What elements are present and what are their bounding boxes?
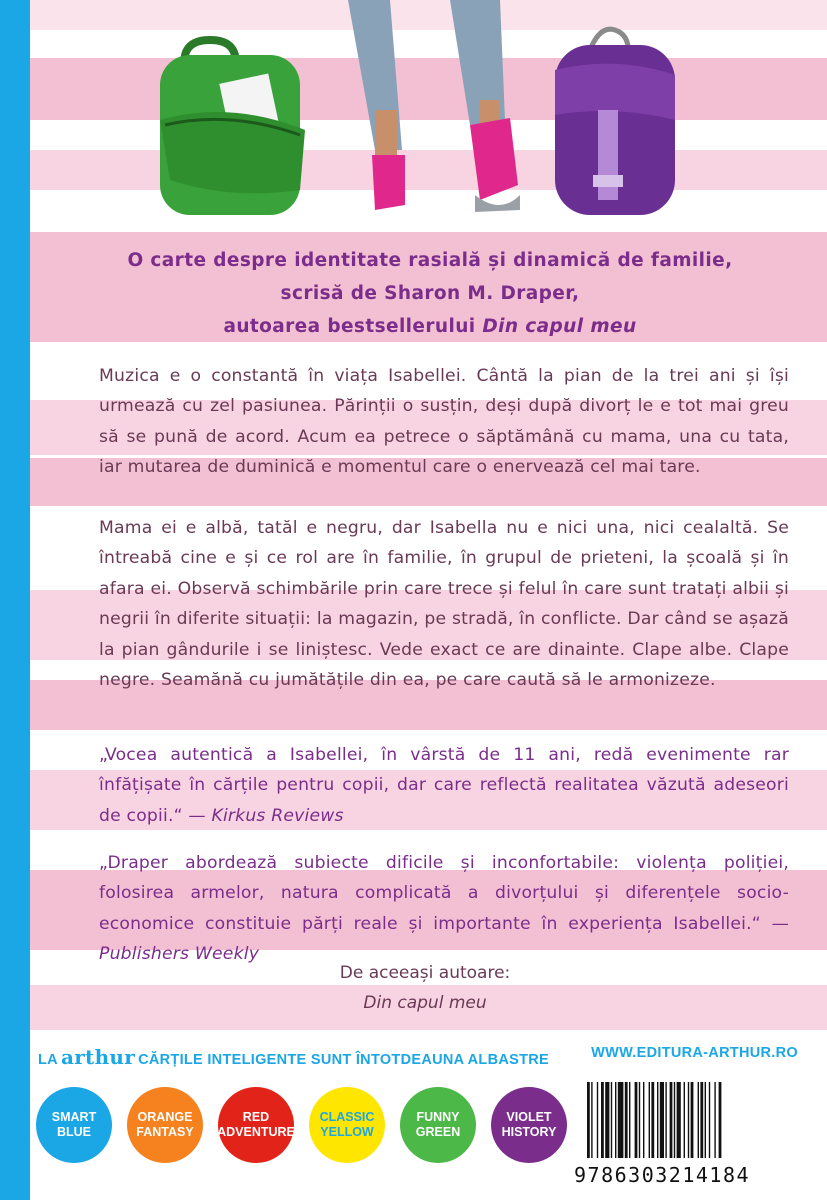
review-quote-text: „Draper abordează subiecte dificile și inconfortabile: violența poliției, folosirea armelor, natura complicată a divorțului și diferențele socio-economice constituie părți reale și importante în experiența Isabellei.“ — (99, 853, 789, 934)
barcode-bar (587, 1082, 590, 1158)
barcode-bar (665, 1082, 666, 1158)
barcode-bar (601, 1082, 604, 1158)
review-quote-kirkus (99, 740, 789, 831)
barcode-bar (705, 1082, 706, 1158)
review-source: Kirkus Reviews (211, 805, 344, 826)
blurb-paragraph-1: Muzica e o constantă în viața Isabellei. Cântă la pian de la trei ani și își urmează cu zel pasiunea. Părinții o susțin, deși după divorț le e tot mai greu să se pună de acord. Acum ea petrece o săptămână cu mama, una cu tata, iar mutarea de duminică e momentul care o enervează cel mai tare. (99, 366, 789, 478)
publisher-logo: arthur (60, 1045, 136, 1069)
also-by-author (300, 958, 550, 1018)
green-backpack-illustration (160, 40, 305, 215)
tagline-book-title: Din capul meu (482, 316, 637, 337)
barcode-bar (709, 1082, 710, 1158)
collection-label: SMART BLUE (51, 1110, 97, 1139)
publisher-footer (38, 1045, 798, 1069)
barcode-bar (700, 1082, 703, 1158)
barcode-bar (714, 1082, 715, 1158)
footer-prefix: LA (38, 1052, 58, 1068)
barcode-bar (651, 1082, 654, 1158)
publisher-url[interactable]: WWW.EDITURA-ARTHUR.RO (591, 1045, 798, 1061)
barcode-bar (698, 1082, 699, 1158)
also-by-label: De aceeași autoare: (339, 963, 511, 983)
collection-label: VIOLET HISTORY (501, 1110, 557, 1139)
collection-badge-smart-blue (36, 1087, 112, 1163)
barcode-bar (618, 1082, 624, 1158)
tagline-line-3-prefix: autoarea bestsellerului (223, 316, 483, 337)
footer-slogan: CĂRȚILE INTELIGENTE SUNT ÎNTOTDEAUNA ALBASTRE (138, 1052, 549, 1068)
collection-label: ORANGE FANTASY (136, 1110, 194, 1139)
tagline (60, 244, 800, 343)
barcode-bar (657, 1082, 658, 1158)
barcode-bar (635, 1082, 638, 1158)
tagline-line-2: scrisă de Sharon M. Draper, (280, 283, 580, 304)
barcode-bar (688, 1082, 689, 1158)
tagline-line-1: O carte despre identitate rasială și dinamică de familie, (127, 250, 733, 271)
collection-label: CLASSIC YELLOW (319, 1110, 375, 1139)
barcode-bar (684, 1082, 685, 1158)
barcode-bar (639, 1082, 640, 1158)
barcode-bar (670, 1082, 673, 1158)
collection-label: RED ADVENTURE (217, 1110, 295, 1139)
collection-badge-classic-yellow (309, 1087, 385, 1163)
barcode-bar (674, 1082, 675, 1158)
barcode-bar (611, 1082, 612, 1158)
collection-badge-funny-green (400, 1087, 476, 1163)
jeans-legs-illustration (348, 0, 520, 212)
purple-backpack-illustration (555, 29, 675, 215)
blue-spine-strip (0, 0, 30, 1200)
barcode-bar (615, 1082, 616, 1158)
barcode-bar (719, 1082, 722, 1158)
review-quote-text: „Vocea autentică a Isabellei, în vârstă de 11 ani, redă evenimente rar înfățișate în cărțile pentru copii, dar care reflectă realitatea văzută adeseori de copii.“ — (99, 745, 789, 826)
collection-label: FUNNY GREEN (415, 1110, 461, 1139)
barcode-bar (625, 1082, 628, 1158)
barcode-bar (677, 1082, 681, 1158)
barcode-bar (649, 1082, 650, 1158)
collection-badge-red-adventure (218, 1087, 294, 1163)
tagline-line-3 (60, 310, 800, 343)
review-source: Publishers Weekly (99, 944, 260, 965)
isbn-number: 9786303214184 (574, 1163, 751, 1187)
cover-illustration (30, 0, 827, 230)
review-quote-publishers-weekly (99, 848, 789, 970)
collection-badge-orange-fantasy (127, 1087, 203, 1163)
barcode-bar (691, 1082, 694, 1158)
barcode-bar (605, 1082, 609, 1158)
collection-badge-violet-history (491, 1087, 567, 1163)
isbn-barcode (583, 1080, 783, 1160)
also-by-title: Din capul meu (363, 993, 487, 1013)
barcode-bar (660, 1082, 664, 1158)
barcode-bar (643, 1082, 644, 1158)
barcode-bar (591, 1082, 592, 1158)
blurb-paragraph-2: Mama ei e albă, tatăl e negru, dar Isabella nu e nici una, nici cealaltă. Se întreabă cine e și ce rol are în familie, în grupul de prieteni, la școală și în afara ei. Observă schimbările prin care trece și felul în care sunt tratați albii și negrii în diferite situații: la magazin, pe stradă, în conflicte. Dar când se așază la pian gândurile i se liniștesc. Vede exact ce are dinainte. Clape albe. Clape negre. Seamănă cu jumătățile din ea, pe care caută să le armonizeze. (99, 518, 789, 691)
barcode-bar (597, 1082, 598, 1158)
barcode-bar (629, 1082, 630, 1158)
